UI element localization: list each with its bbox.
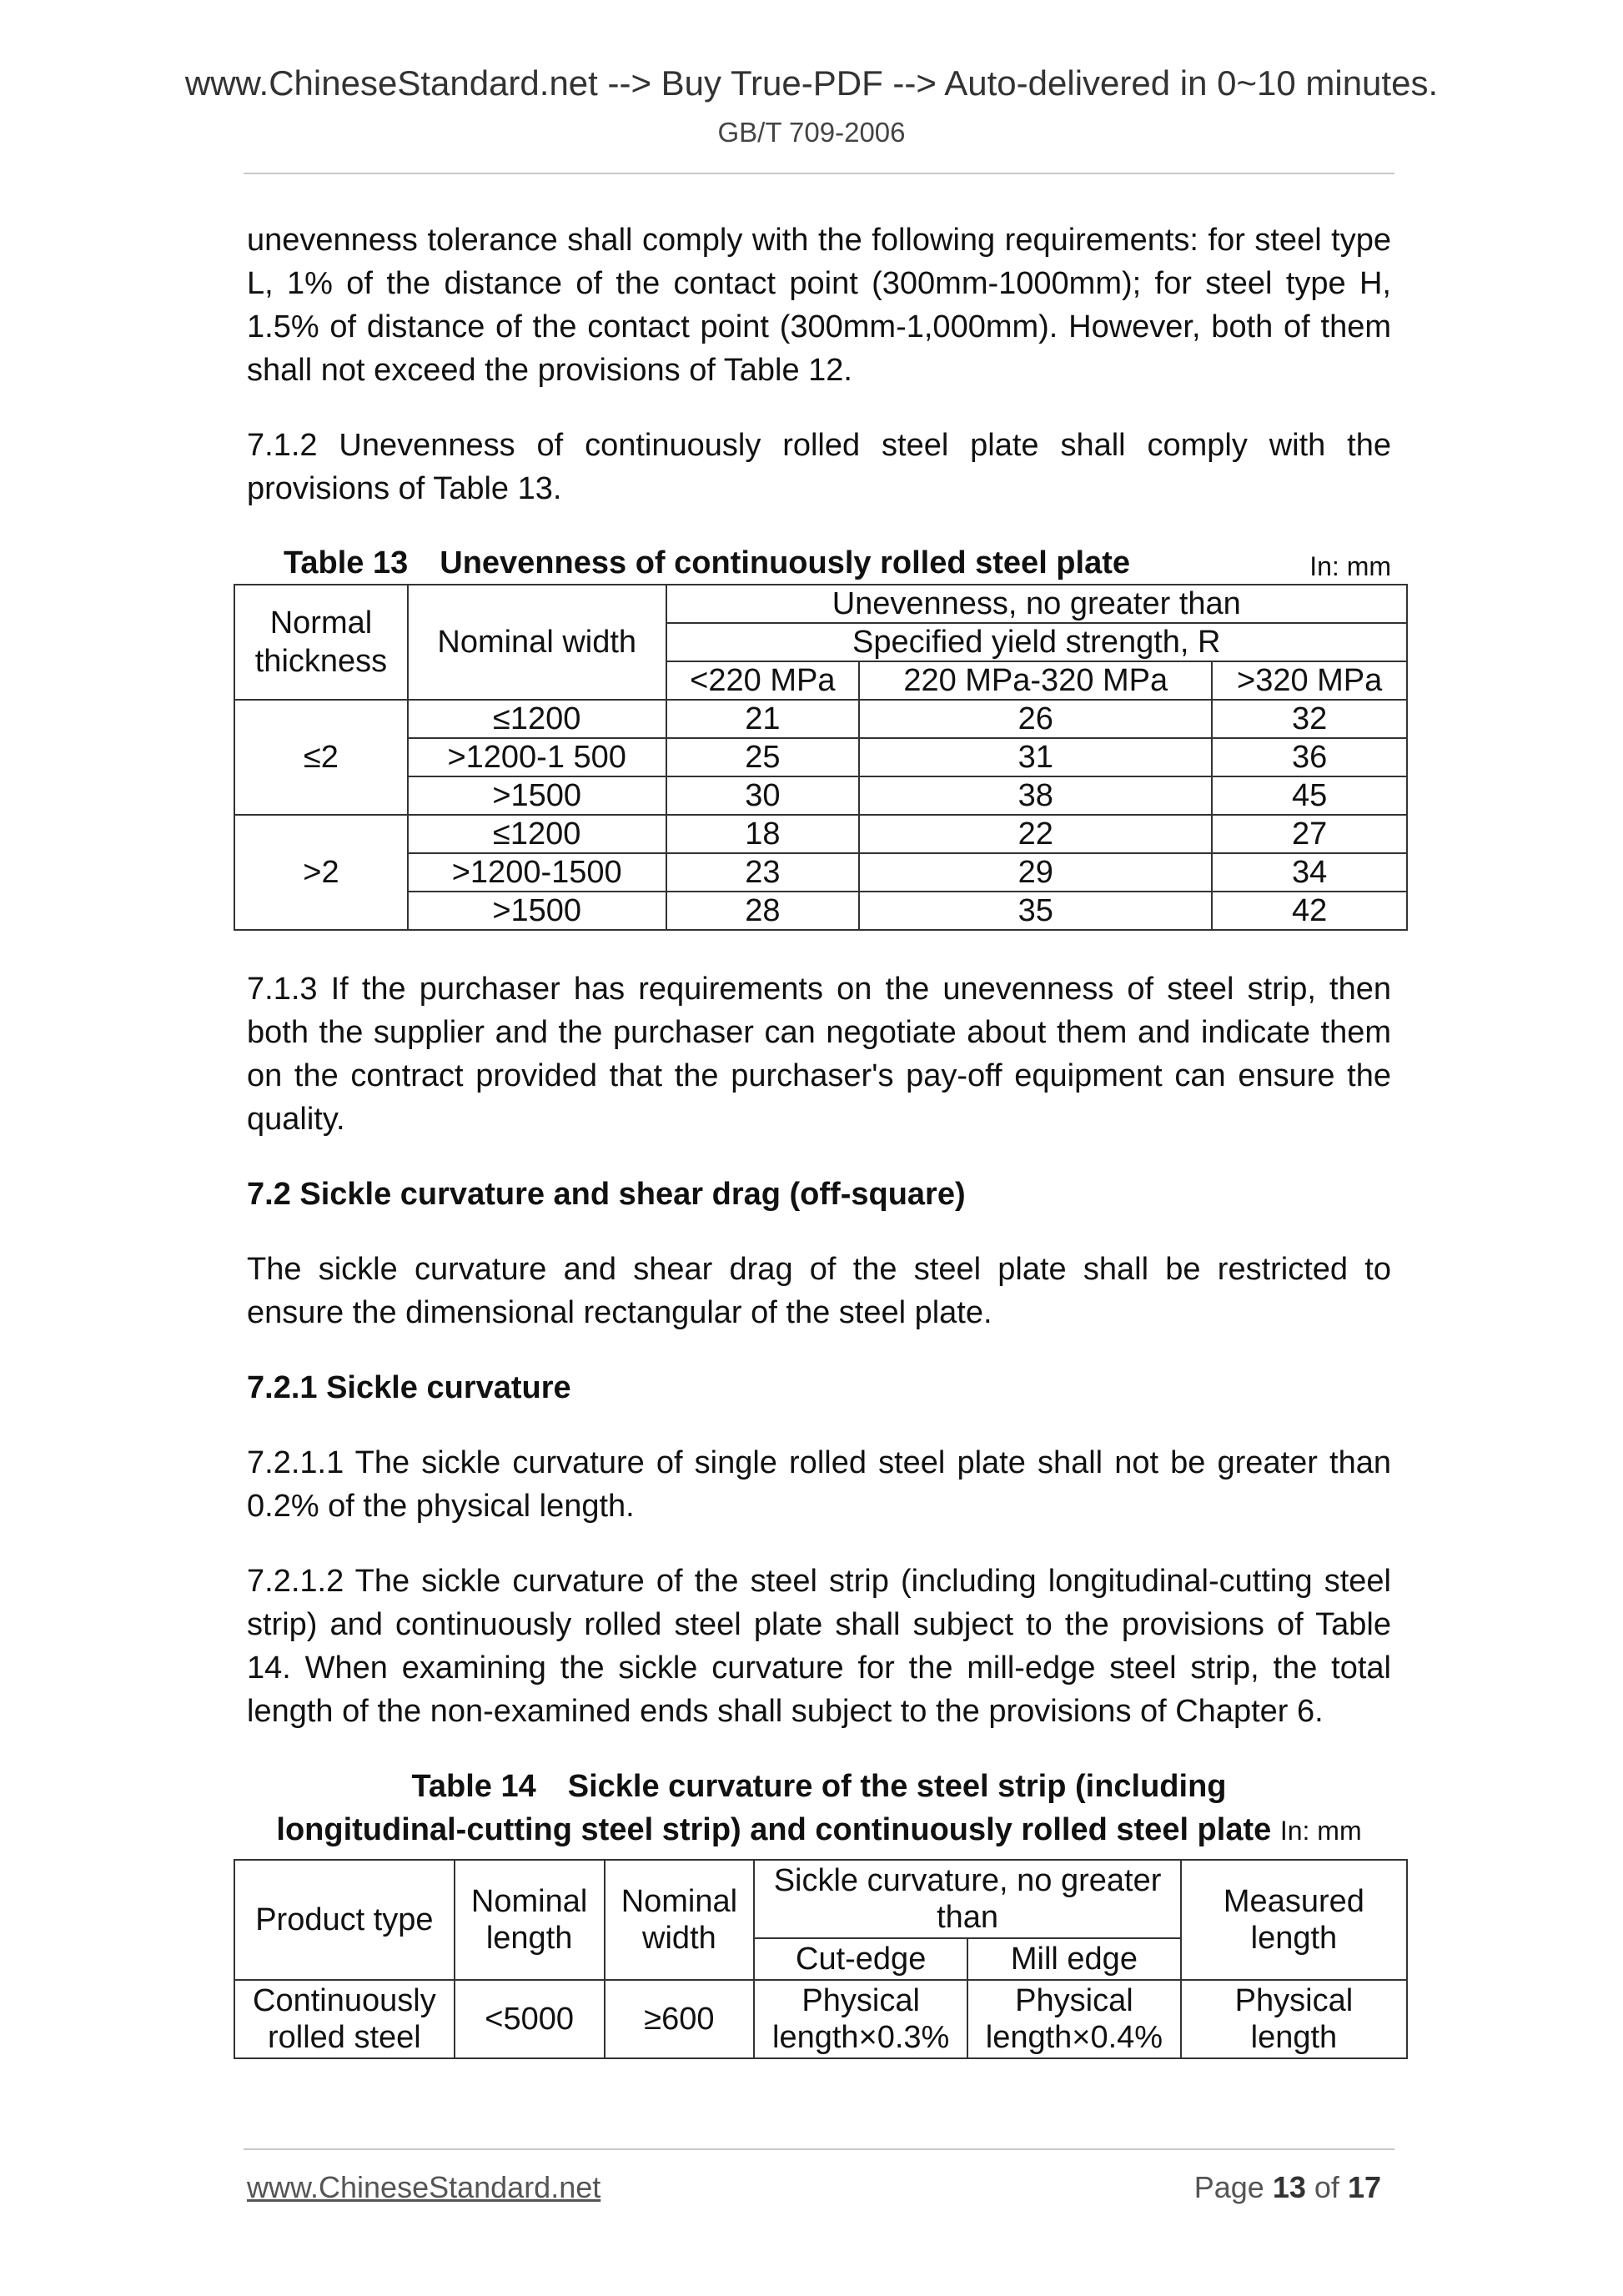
th-nominal-width: Nominal width — [605, 1860, 755, 1980]
th-sickle-curvature: Sickle curvature, no greater than — [754, 1860, 1181, 1938]
table13-title: Table 13 Unevenness of continuously rolled steel plate — [284, 545, 1130, 580]
cell-value: 27 — [1212, 815, 1407, 853]
table-row — [234, 853, 1407, 892]
heading-7-2-1: 7.2.1 Sickle curvature — [247, 1370, 571, 1405]
current-page: 13 — [1272, 2170, 1306, 2204]
table-row — [234, 700, 1407, 738]
table14-unit: In: mm — [1279, 1816, 1362, 1846]
table-row — [234, 892, 1407, 930]
cell-value: 25 — [666, 738, 860, 776]
th-yield-gt320: >320 MPa — [1212, 661, 1407, 700]
paragraph-7-1-3: 7.1.3 If the purchaser has requirements on the unevenness of steel strip, then both the supplier and the purchaser can negotiate about them and indicate them on the contract provided that the purchaser's pay-off equipment can ensure the quality. — [247, 972, 1391, 1137]
th-unevenness: Unevenness, no greater than — [666, 585, 1408, 623]
cell-value: 29 — [859, 853, 1212, 892]
table14 — [234, 1859, 1408, 2059]
table-row — [234, 738, 1407, 776]
cell-value: 28 — [666, 892, 860, 930]
th-nominal-width: Nominal width — [408, 585, 666, 700]
cell-thickness: ≤2 — [234, 700, 408, 815]
document-body — [247, 219, 1391, 2059]
cell-value: 36 — [1212, 738, 1407, 776]
paragraph-7-2-1-1: 7.2.1.1 The sickle curvature of single rolled steel plate shall not be greater than 0.2% of the physical length. — [247, 1445, 1391, 1524]
cell-width: >1500 — [408, 776, 666, 815]
page-number — [1194, 2170, 1381, 2205]
cell-value: 18 — [666, 815, 860, 853]
paragraph-7-2-1-2: 7.2.1.2 The sickle curvature of the steel strip (including longitudinal-cutting steel strip) and continuously rolled steel plate shall subject to the provisions of Table 14. When examining the sickle curvature for the mill-edge steel strip, the total length of the non-examined ends shall subject to the provisions of Chapter 6. — [247, 1564, 1391, 1729]
cell-width: >1500 — [408, 892, 666, 930]
cell-width: ≤1200 — [408, 815, 666, 853]
th-nominal-length: Nominal length — [455, 1860, 605, 1980]
cell-value: 38 — [859, 776, 1212, 815]
th-cut-edge: Cut-edge — [754, 1938, 967, 1980]
table14-title: longitudinal-cutting steel strip) and continuously rolled steel plate — [276, 1812, 1272, 1847]
cell-mill-edge: Physical length×0.4% — [967, 1980, 1181, 2058]
table13-unit: In: mm — [1309, 551, 1391, 581]
total-pages: 17 — [1347, 2170, 1381, 2204]
cell-width: >1200-1500 — [408, 853, 666, 892]
footer-website-link[interactable]: www.ChineseStandard.net — [247, 2170, 601, 2204]
paragraph-unevenness-tolerance: unevenness tolerance shall comply with the following requirements: for steel type L, 1% of the distance of the contact point (300mm-1000mm); for steel type H, 1.5% of distance of the contact point (300mm-1,000mm). However, both of them shall not exceed the provisions of Table 12. — [247, 223, 1391, 388]
table13 — [234, 584, 1408, 931]
cell-width: ≤1200 — [408, 700, 666, 738]
th-yield-220-320: 220 MPa-320 MPa — [859, 661, 1212, 700]
th-yield-strength: Specified yield strength, R — [666, 623, 1408, 661]
table14-caption-line2 — [247, 1808, 1391, 1852]
cell-value: 23 — [666, 853, 860, 892]
table13-caption — [247, 542, 1391, 584]
page-label: Page — [1193, 2170, 1264, 2204]
header-divider — [244, 173, 1394, 174]
th-normal-thickness: Normal thickness — [234, 585, 408, 700]
cell-measured: Physical length — [1181, 1980, 1407, 2058]
cell-product: Continuously rolled steel — [234, 1980, 455, 2058]
cell-value: 22 — [859, 815, 1212, 853]
of-label: of — [1314, 2170, 1339, 2204]
cell-value: 21 — [666, 700, 860, 738]
cell-thickness: >2 — [234, 815, 408, 930]
table-row — [234, 776, 1407, 815]
header-title: www.ChineseStandard.net --> Buy True-PDF --> Auto-delivered in 0~10 minutes. — [184, 63, 1439, 103]
cell-width: ≥600 — [605, 1980, 755, 2058]
standard-number: GB/T 709-2006 — [717, 117, 906, 148]
cell-value: 42 — [1212, 892, 1407, 930]
cell-value: 34 — [1212, 853, 1407, 892]
cell-cut-edge: Physical length×0.3% — [754, 1980, 967, 2058]
table14-caption-line1: Table 14 Sickle curvature of the steel strip (including — [411, 1769, 1227, 1804]
cell-length: <5000 — [455, 1980, 605, 2058]
th-product-type: Product type — [234, 1860, 455, 1980]
paragraph-7-2-intro: The sickle curvature and shear drag of the steel plate shall be restricted to ensure the dimensional rectangular of the steel plate. — [247, 1252, 1391, 1330]
cell-value: 30 — [666, 776, 860, 815]
table-row — [234, 815, 1407, 853]
th-yield-lt220: <220 MPa — [666, 661, 860, 700]
cell-value: 32 — [1212, 700, 1407, 738]
cell-value: 26 — [859, 700, 1212, 738]
footer-divider — [244, 2148, 1394, 2150]
cell-value: 45 — [1212, 776, 1407, 815]
cell-value: 31 — [859, 738, 1212, 776]
th-mill-edge: Mill edge — [967, 1938, 1181, 1980]
paragraph-7-1-2: 7.1.2 Unevenness of continuously rolled steel plate shall comply with the provisions of Table 13. — [247, 428, 1391, 506]
cell-value: 35 — [859, 892, 1212, 930]
th-measured-length: Measured length — [1181, 1860, 1407, 1980]
cell-width: >1200-1 500 — [408, 738, 666, 776]
table-row — [234, 1980, 1407, 2058]
heading-7-2: 7.2 Sickle curvature and shear drag (off-square) — [247, 1177, 966, 1212]
